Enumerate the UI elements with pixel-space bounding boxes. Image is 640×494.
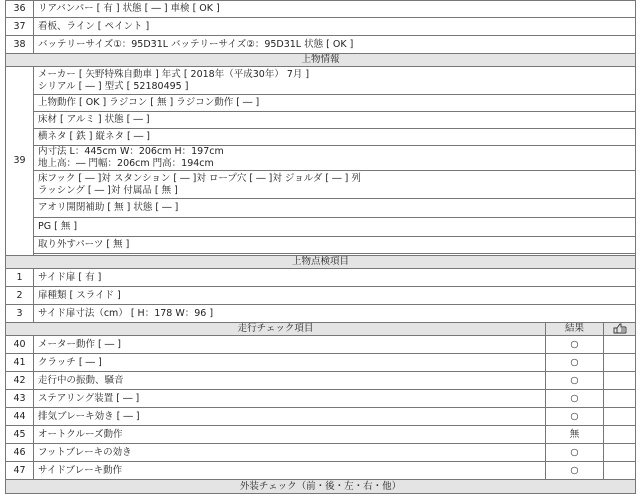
table-row — [6, 18, 636, 36]
table-row — [6, 390, 636, 408]
result-cell: ○ — [546, 390, 604, 408]
row-text: リアバンパー [ 有 ] 状態 [ ― ] 車検 [ OK ] — [34, 1, 636, 18]
row-number: 43 — [6, 390, 34, 408]
maker-line: メーカー [ 矢野特殊自動車 ] 年式 [ 2018年（平成30年） 7月 ] — [38, 68, 310, 80]
row-number: 41 — [6, 354, 34, 372]
result-cell: ○ — [546, 354, 604, 372]
section-header — [6, 256, 636, 269]
table-row — [6, 354, 636, 372]
empty-cell — [604, 390, 636, 408]
table-row — [6, 1, 636, 18]
row-number: 42 — [6, 372, 34, 390]
row-number: 1 — [6, 269, 34, 287]
dimensions-line: 内寸法 L：445cm W：206cm H：197cm — [38, 146, 224, 157]
empty-cell — [604, 444, 636, 462]
row-text: サイド扉 [ 有 ] — [34, 269, 636, 287]
result-cell: ○ — [546, 462, 604, 480]
table-row — [6, 336, 636, 354]
row-number: 37 — [6, 18, 34, 36]
empty-cell — [604, 354, 636, 372]
table-row — [6, 408, 636, 426]
section-header — [6, 54, 636, 67]
table-row — [6, 237, 636, 254]
table-row — [6, 36, 636, 54]
gate-assist-line: アオリ開閉補助 [ 無 ] 状態 [ ― ] — [34, 199, 636, 218]
table-row — [6, 372, 636, 390]
result-cell: 無 — [546, 426, 604, 444]
row-number: 40 — [6, 336, 34, 354]
row-text: フットブレーキの効き — [34, 444, 546, 462]
table-row — [6, 171, 636, 199]
section-header — [6, 480, 636, 494]
table-row — [6, 199, 636, 218]
floor-line: 床材 [ アルミ ] 状態 [ ― ] — [34, 112, 636, 129]
row-text: オートクルーズ動作 — [34, 426, 546, 444]
row-text: 扉種類 [ スライド ] — [34, 287, 636, 305]
lashing-line: ラッシング [ ― ]対 付属品 [ 無 ] — [38, 184, 178, 196]
result-cell: ○ — [546, 336, 604, 354]
row-text: サイド扉寸法（cm） [ H：178 W：96 ] — [34, 305, 636, 323]
body-inspection-header: 上物点検項目 — [6, 256, 636, 269]
table-row — [6, 305, 636, 323]
result-cell: ○ — [546, 372, 604, 390]
table-row — [6, 129, 636, 146]
result-header: 結果 — [546, 323, 604, 336]
section-header — [6, 323, 636, 336]
row-number: 45 — [6, 426, 34, 444]
empty-cell — [604, 408, 636, 426]
row-number: 44 — [6, 408, 34, 426]
table-row — [6, 287, 636, 305]
pointing-hand-icon — [613, 323, 627, 334]
dimensions-cell — [34, 146, 636, 171]
table-row — [6, 146, 636, 171]
row-text: クラッチ [ ― ] — [34, 354, 546, 372]
table-row — [6, 462, 636, 480]
drive-check-header: 走行チェック項目 — [6, 323, 546, 336]
row-number: 47 — [6, 462, 34, 480]
clearance-line: 地上高：― 門幅：206cm 門高：194cm — [38, 158, 214, 169]
row-text: メーター動作 [ ― ] — [34, 336, 546, 354]
row-number: 38 — [6, 36, 34, 54]
table-row — [6, 95, 636, 112]
result-cell: ○ — [546, 408, 604, 426]
row-number: 3 — [6, 305, 34, 323]
hooks-line: 床フック [ ― ]対 スタンション [ ― ]対 ロープ穴 [ ― ]対 ジョルダ [ ― ] 列 — [38, 172, 361, 184]
row-number: 46 — [6, 444, 34, 462]
hooks-cell — [34, 171, 636, 199]
row-text: 走行中の振動、騒音 — [34, 372, 546, 390]
table-row — [6, 218, 636, 237]
table-row — [6, 444, 636, 462]
hand-cell — [604, 323, 636, 336]
serial-line: シリアル [ ― ] 型式 [ 52180495 ] — [38, 80, 189, 92]
table-row — [6, 67, 636, 95]
row-number: 39 — [6, 67, 34, 256]
row-text: ステアリング装置 [ ― ] — [34, 390, 546, 408]
empty-cell — [604, 426, 636, 444]
pg-line: PG [ 無 ] — [34, 218, 636, 237]
maker-cell — [34, 67, 636, 95]
result-cell: ○ — [546, 444, 604, 462]
row-text: バッテリーサイズ①：95D31L バッテリーサイズ②：95D31L 状態 [ OK ] — [34, 36, 636, 54]
row-text: サイドブレーキ動作 — [34, 462, 546, 480]
empty-cell — [604, 336, 636, 354]
row-number: 2 — [6, 287, 34, 305]
table-row — [6, 269, 636, 287]
inspection-table — [5, 0, 636, 494]
row-text: 排気ブレーキ効き [ ― ] — [34, 408, 546, 426]
exterior-check-header: 外装チェック（前・後・左・右・他） — [6, 480, 636, 494]
table-row — [6, 426, 636, 444]
operation-line: 上物動作 [ OK ] ラジコン [ 無 ] ラジコン動作 [ ― ] — [34, 95, 636, 112]
empty-cell — [604, 372, 636, 390]
removable-parts-line: 取り外すパーツ [ 無 ] — [34, 237, 636, 254]
body-info-header: 上物情報 — [6, 54, 636, 67]
row-number: 36 — [6, 1, 34, 18]
row-text: 看板、ライン [ ペイント ] — [34, 18, 636, 36]
beam-line: 横ネタ [ 鉄 ] 縦ネタ [ ― ] — [34, 129, 636, 146]
empty-cell — [604, 462, 636, 480]
table-row — [6, 112, 636, 129]
